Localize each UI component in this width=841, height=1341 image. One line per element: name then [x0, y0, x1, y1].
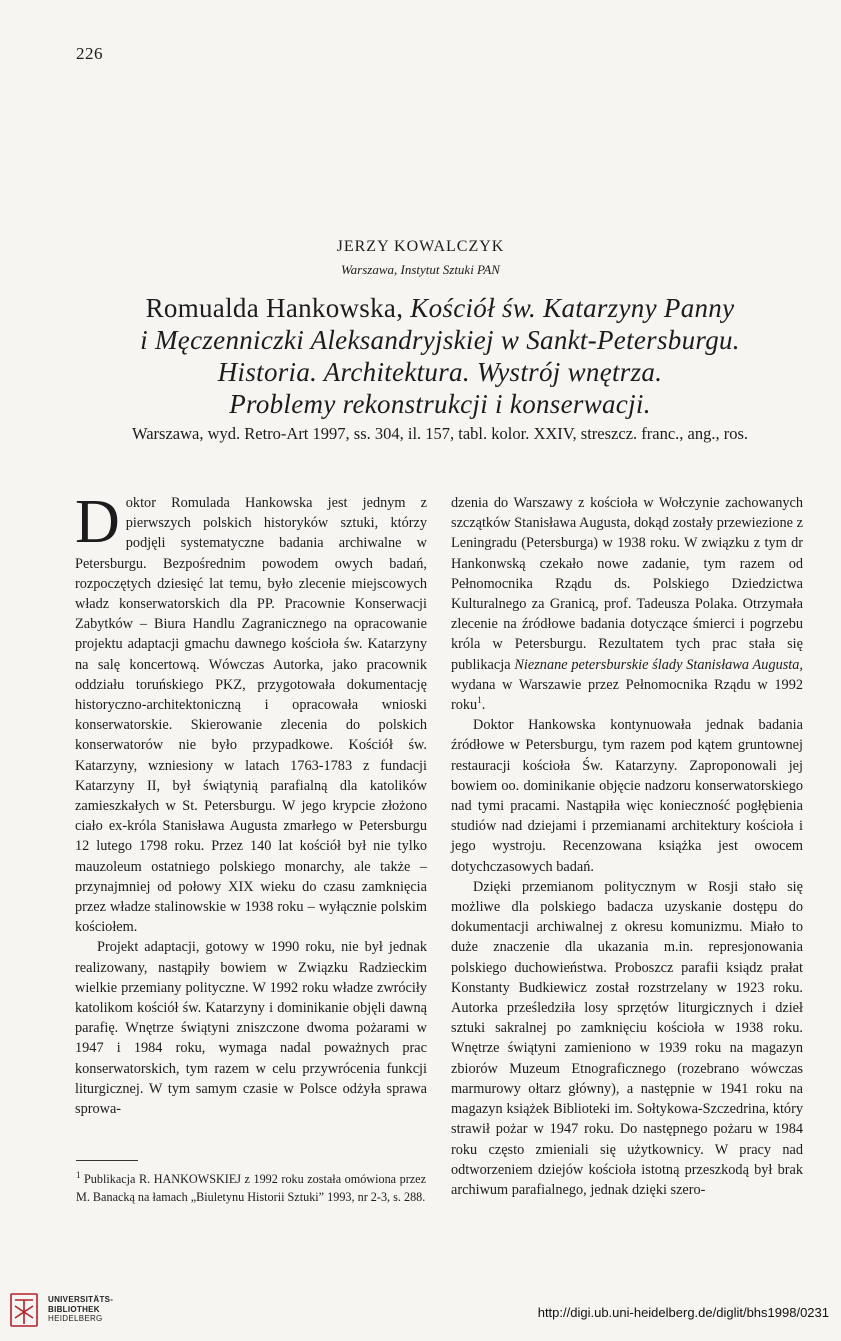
library-line-2: BIBLIOTHEK	[48, 1304, 100, 1314]
right-column	[451, 493, 803, 1200]
publication-info: Warszawa, wyd. Retro-Art 1997, ss. 304, il. 157, tabl. kolor. XXIV, streszcz. franc., ang., ros.	[131, 424, 749, 443]
footnote-text: Publikacja R. HANKOWSKIEJ z 1992 roku została omówiona przez M. Banacką na łamach „Biuletynu Historii Sztuki” 1993, nr 2-3, s. 288.	[76, 1172, 426, 1204]
paragraph-3-period: .	[481, 697, 486, 714]
article-author: JERZY KOWALCZYK	[336, 238, 505, 255]
library-line-1: UNIVERSITÄTS-	[48, 1295, 114, 1304]
page-number: 226	[76, 44, 103, 63]
book-title-part-2: i Męczenniczki Aleksandryjskiej w Sankt-Petersburgu.	[140, 325, 740, 355]
footnote	[76, 1170, 426, 1206]
paragraph-1	[75, 488, 427, 937]
book-title-part-4: Problemy rekonstrukcji i konserwacji.	[229, 389, 651, 419]
paragraph-2: Projekt adaptacji, gotowy w 1990 roku, nie był jednak realizowany, nastąpiły bowiem w Związku Radzieckim wielkie przemiany polityczne. W 1992 roku władze zwróciły katolikom kościół św. Katarzyny i dominikanie objęli dawną parafię. Wnętrze świątyni zniszczone dwoma pożarami w 1947 i 1984 roku, wymaga nadal poważnych prac konserwatorskich, tym razem w celu przywrócenia funkcji liturgicznej. W tym samym czasie w Polsce odżyła sprawa sprowa-	[75, 939, 427, 1118]
book-title-part-3: Historia. Architektura. Wystrój wnętrza.	[217, 357, 663, 387]
reviewed-author: Romualda Hankowska,	[145, 293, 411, 323]
paragraph-4: Doktor Hankowska kontynuowała jednak badania źródłowe w Petersburgu, tym razem pod kątem gruntownej restauracji kościoła Św. Katarzyny. Zaproponowali jej bowiem oo. dominikanie objęcie nadzoru konserwatorskiego nad tymi pracami. Nastąpiła więc konieczność pogłębienia studiów nad dziejami i przemianami architektury kościoła i jego wystroju. Recenzowana książka jest owocem dotychczasowych badań.	[451, 717, 803, 875]
source-url-link[interactable]: http://digi.ub.uni-heidelberg.de/diglit/bhs1998/0231	[537, 1305, 829, 1320]
library-line-3: HEIDELBERG	[48, 1314, 103, 1323]
footnote-number: 1	[76, 1169, 81, 1180]
review-title-block	[40, 292, 840, 446]
library-name	[48, 1295, 113, 1324]
footnote-reference[interactable]: 1	[477, 695, 482, 706]
drop-cap: D	[75, 488, 120, 556]
book-title-part-1: Kościół św. Katarzyny Panny	[410, 293, 735, 323]
author-affiliation: Warszawa, Instytut Sztuki PAN	[341, 262, 500, 277]
paragraph-5: Dzięki przemianom politycznym w Rosji stało się możliwe dla polskiego badacza uzyskanie dostępu do dokumentacji archiwalnej z okresu komunizmu. Miało to duże znaczenie dla ukazania m.in. represjonowania polskiego duchowieństwa. Proboszcz parafii ksiądz prałat Konstanty Budkiewicz został rozstrzelany w 1923 roku. Autorka prześledziła losy sprzętów liturgicznych i dzieł sztuki sakralnej po zamknięciu kościoła w 1938 roku. Wnętrze świątyni zamieniono w 1939 roku na magazyn zbiorów Muzeum Etnograficznego (rozebrano wówczas marmurowy ołtarz główny), a następnie w 1941 roku na magazyn książek Biblioteki im. Sołtykowa-Szczedrina, który strawił pożar w 1947 roku. Do następnego pożaru w 1984 roku często zmieniali się użytkownicy. W pracy nad odtworzeniem dziejów kościoła istotną przeszkodą był brak archiwum parafialnego, jednak dzięki szero-	[451, 878, 803, 1198]
paragraph-3-text: dzenia do Warszawy z kościoła w Wołczynie zachowanych szczątków Stanisława Augusta, dokąd zostały przewiezione z Leningradu (Petersburga) w 1938 roku. W związku z tym dr Hankonwską czekało nowe zadanie, tym razem od Pełnomocnika Rządu ds. Polskiego Dziedzictwa Kulturalnego za Granicą, prof. Tadeusza Polaka. Otrzymała zlecenie na źródłowe badania dotyczące śmierci i pogrzebu króla w Petersburgu. Rezultatem tych prac stała się publikacja	[451, 495, 803, 673]
paragraph-1-text: oktor Romulada Hankowska jest jednym z pierwszych polskich historyków sztuki, którzy podjęli systematyczne badania archiwalne w Petersburgu. Bezpośrednim powodem owych badań, rozpoczętych dziesięć lat temu, było zlecenie miejscowych władz konserwatorskich dla PP. Pracownie Konserwacji Zabytków – Biura Handlu Zagranicznego na opracowanie projektu adaptacji gmachu dawnego kościoła św. Katarzyny na salę koncertową. Wówczas Autorka, jako pracownik oddziału toruńskiego PKZ, przygotowała dokumentację historyczno-architektoniczną i opracowała wnioski konserwatorskie. Skierowanie zlecenia do polskich konserwatorów nie było przypadkowe. Kościół św. Katarzyny, wzniesiony w latach 1763-1783 z fundacji Katarzyny II, był świątynią parafialną dla katolików zamieszkałych w St. Petersburgu. W jego krypcie złożono ciało ex-króla Stanisława Augusta zmarłego w Petersburgu 12 lutego 1798 roku. Przez 140 lat kościół był nie tylko mauzoleum ostatniego polskiego monarchy, ale także – przynajmniej od połowy XIX wieku do czasu zamknięcia przez władze stalinowskie w 1938 roku – wyłącznie polskim kościołem.	[75, 495, 427, 936]
paragraph-3-text-end: wydana w Warszawie przez Pełnomocnika Rządu w 1992 roku	[451, 676, 803, 714]
title-line-1	[40, 292, 840, 324]
paragraph-3	[451, 493, 803, 715]
cited-title: Nieznane petersburskie ślady Stanisława Augusta,	[514, 656, 803, 673]
left-column	[75, 488, 427, 1119]
footnote-rule	[76, 1160, 138, 1161]
